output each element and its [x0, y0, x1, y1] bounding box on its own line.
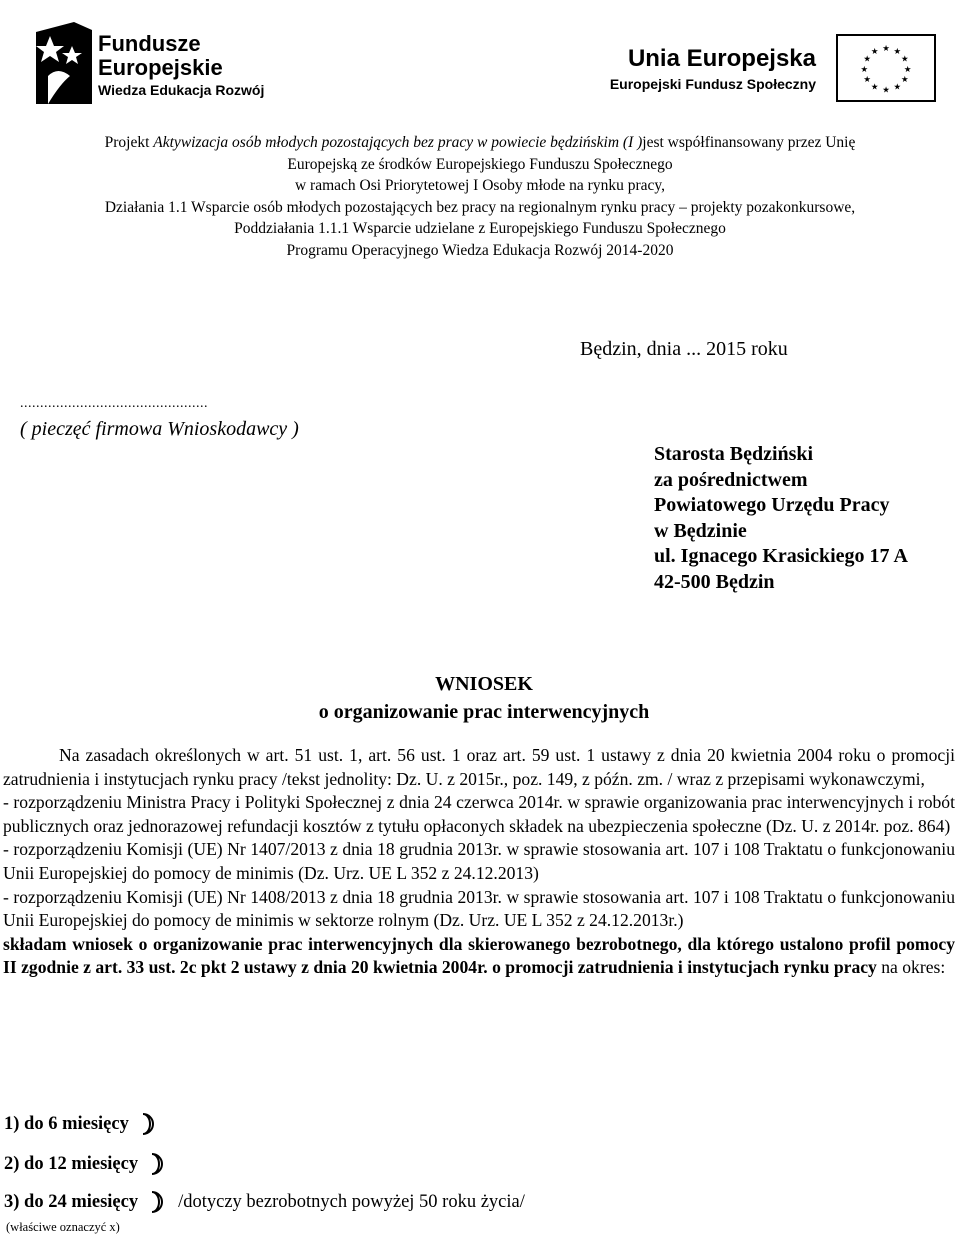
period-option-6-months[interactable]	[4, 1112, 159, 1136]
project-line-6: Programu Operacyjnego Wiedza Edukacja Rozwój 2014-2020	[286, 241, 674, 259]
unia-europejska-logo	[600, 36, 940, 108]
project-title: Aktywizacja osób młodych pozostających bez pracy w powiecie będzińskim (I )	[153, 134, 643, 151]
svg-text:★: ★	[893, 81, 902, 92]
fe-logo-mark-icon	[36, 22, 92, 104]
addressee-block	[654, 442, 908, 595]
option-label: 3) do 24 miesięcy	[4, 1191, 139, 1212]
fundusze-europejskie-logo	[36, 22, 276, 110]
svg-text:★: ★	[882, 43, 890, 54]
fe-logo-line1: Fundusze	[98, 31, 201, 56]
document-title: WNIOSEK	[435, 673, 533, 695]
svg-text:★: ★	[860, 63, 869, 74]
document-title-block	[0, 670, 960, 726]
fe-logo-line2: Europejskie	[98, 55, 223, 80]
regulation-1408: - rozporządzeniu Komisji (UE) Nr 1408/2013 z dnia 18 grudnia 2013r. w sprawie stosowania art. 107 i 108 Traktatu o funkcjonowaniu Unii Europejskiej do pomocy de minimis w sektorze rolnym (Dz. Urz. UE L 352 z 24.12.2013r.)	[3, 886, 955, 931]
stamp-dots: ...............................................	[20, 396, 208, 411]
project-line-3: w ramach Osi Priorytetowej I Osoby młode na rynku pracy,	[294, 177, 666, 194]
stamp-label: ( pieczęć firmowa Wnioskodawcy )	[20, 418, 299, 440]
mark-instruction: (właściwe oznaczyć x)	[6, 1220, 120, 1234]
period-option-12-months[interactable]	[4, 1152, 168, 1176]
regulation-1407: - rozporządzeniu Komisji (UE) Nr 1407/2013 z dnia 18 grudnia 2013r. w sprawie stosowania art. 107 i 108 Traktatu o funkcjonowaniu Unii Europejskiej do pomocy de minimis (Dz. Urz. UE L 352 z 24.12.2013)	[3, 839, 955, 883]
project-line-4: Działania 1.1 Wsparcie osób młodych pozostających bez pracy na regionalnym rynku pracy – projekty pozakonkursowe,	[104, 198, 856, 216]
svg-text:★: ★	[903, 63, 912, 74]
legal-basis-paragraph: Na zasadach określonych w art. 51 ust. 1, art. 56 ust. 1 oraz art. 59 ust. 1 ustawy z dnia 20 kwietnia 2004 roku o promocji zatrudnienia i instytucjach rynku pracy /tekst jednolity: Dz. U. z 2015r., poz. 149, z późn. zm. / wraz z przepisami wykonawczymi,	[3, 745, 955, 789]
addressee-line-6: 42-500 Będzin	[654, 570, 775, 593]
project-prefix: Projekt	[104, 134, 154, 151]
svg-text:★: ★	[893, 45, 902, 56]
ue-logo-line1: Unia Europejska	[627, 45, 816, 72]
regulation-mpips: - rozporządzeniu Ministra Pracy i Polityki Społecznej z dnia 24 czerwca 2014r. w sprawie organizowania prac interwencyjnych i robót publicznych oraz jednorazowej refundacji kosztów z tytułu opłaconych składek na ubezpieczenia społeczne (Dz. U. z 2014r. poz. 864)	[3, 792, 955, 836]
addressee-line-5: ul. Ignacego Krasickiego 17 A	[654, 545, 908, 567]
svg-text:★: ★	[882, 84, 890, 95]
project-line-5: Poddziałania 1.1.1 Wsparcie udzielane z Europejskiego Funduszu Społecznego	[234, 220, 726, 237]
project-line-2: Europejską ze środków Europejskiego Funduszu Społecznego	[287, 155, 673, 173]
option-label: 1) do 6 miesięcy	[4, 1113, 129, 1134]
request-paragraph	[3, 933, 955, 980]
svg-text:★: ★	[870, 45, 879, 56]
project-info	[20, 132, 940, 261]
addressee-line-3: Powiatowego Urzędu Pracy	[654, 494, 890, 516]
svg-text:★: ★	[863, 74, 871, 85]
document-subtitle: o organizowanie prac interwencyjnych	[318, 701, 650, 723]
addressee-line-1: Starosta Będziński	[654, 443, 814, 465]
svg-text:★: ★	[901, 53, 909, 64]
svg-text:★: ★	[901, 74, 909, 85]
body-text	[3, 744, 955, 980]
checkbox-crescent-icon[interactable]	[148, 1152, 168, 1176]
request-rest: na okres:	[876, 957, 946, 978]
svg-text:★: ★	[863, 53, 871, 64]
addressee-line-4: w Będzinie	[654, 519, 747, 542]
project-line-1	[20, 132, 940, 154]
addressee-line-2: za pośrednictwem	[654, 468, 808, 491]
period-option-24-months[interactable]	[4, 1190, 525, 1214]
place-date: Będzin, dnia ... 2015 roku	[580, 338, 788, 360]
option-note: /dotyczy bezrobotnych powyżej 50 roku życia/	[178, 1191, 525, 1212]
request-bold: składam wniosek o organizowanie prac interwencyjnych dla skierowanego bezrobotnego, dla którego ustalono profil pomocy II zgodnie z art. 33 ust. 2c pkt 2 ustawy z dnia 20 kwietnia 2004r. o promocji zatrudnienia i instytucjach rynku pracy	[3, 933, 955, 978]
checkbox-crescent-icon[interactable]	[148, 1190, 168, 1214]
eu-flag-icon	[836, 34, 936, 102]
ue-logo-line2: Europejski Fundusz Społeczny	[609, 76, 816, 92]
svg-text:★: ★	[870, 81, 879, 92]
checkbox-crescent-icon[interactable]	[139, 1112, 159, 1136]
fe-logo-line3: Wiedza Edukacja Rozwój	[98, 82, 265, 98]
project-suffix: jest współfinansowany przez Unię	[642, 134, 856, 151]
option-label: 2) do 12 miesięcy	[4, 1153, 139, 1174]
